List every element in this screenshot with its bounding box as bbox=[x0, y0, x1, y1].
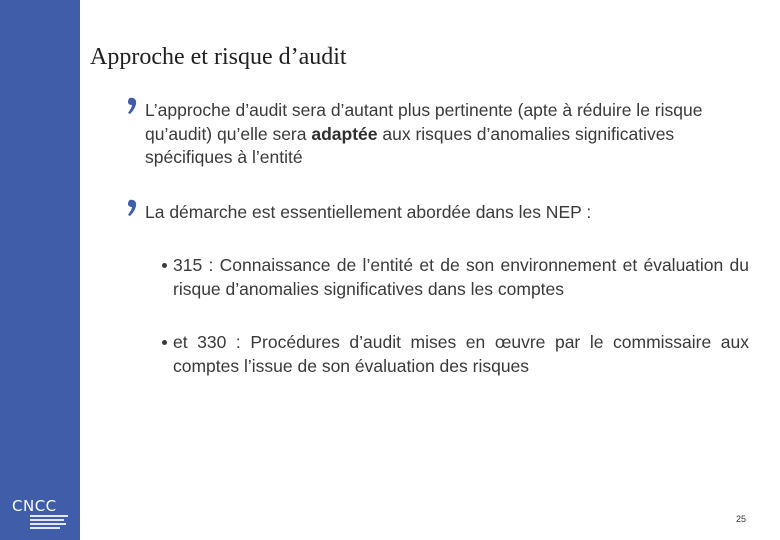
sidebar-band bbox=[0, 0, 80, 540]
bullet-1-emphasis: adaptée bbox=[311, 123, 378, 144]
cncc-logo bbox=[10, 497, 74, 531]
bullet-comma-icon bbox=[128, 97, 138, 115]
logo-text: CNCC bbox=[12, 497, 57, 515]
title-comma-icon bbox=[51, 24, 73, 72]
slide-title: Approche et risque d’audit bbox=[90, 44, 347, 70]
sub-bullet-2-text: et 330 : Procédures d’audit mises en œuvre par le commissaire aux comptes l’issue de son évaluation des risques bbox=[173, 332, 749, 376]
sub-bullet-dot bbox=[162, 263, 167, 268]
sub-bullet-1-text: 315 : Connaissance de l’entité et de son environnement et évaluation du risque d’anomalies significatives dans les comptes bbox=[173, 255, 749, 299]
bullet-comma-icon bbox=[128, 199, 138, 217]
bullet-2-text: La démarche est essentiellement abordée dans les NEP : bbox=[145, 202, 592, 222]
logo-lines bbox=[30, 515, 68, 531]
sub-bullet-dot bbox=[162, 340, 167, 345]
page-number: 25 bbox=[736, 514, 747, 524]
bullet-1-text: L’approche d’audit sera d’autant plus pertinente (apte à réduire le risque qu’audit) qu’elle sera adaptée aux risques d’anomalies significatives spécifiques à l’entité bbox=[145, 100, 703, 167]
